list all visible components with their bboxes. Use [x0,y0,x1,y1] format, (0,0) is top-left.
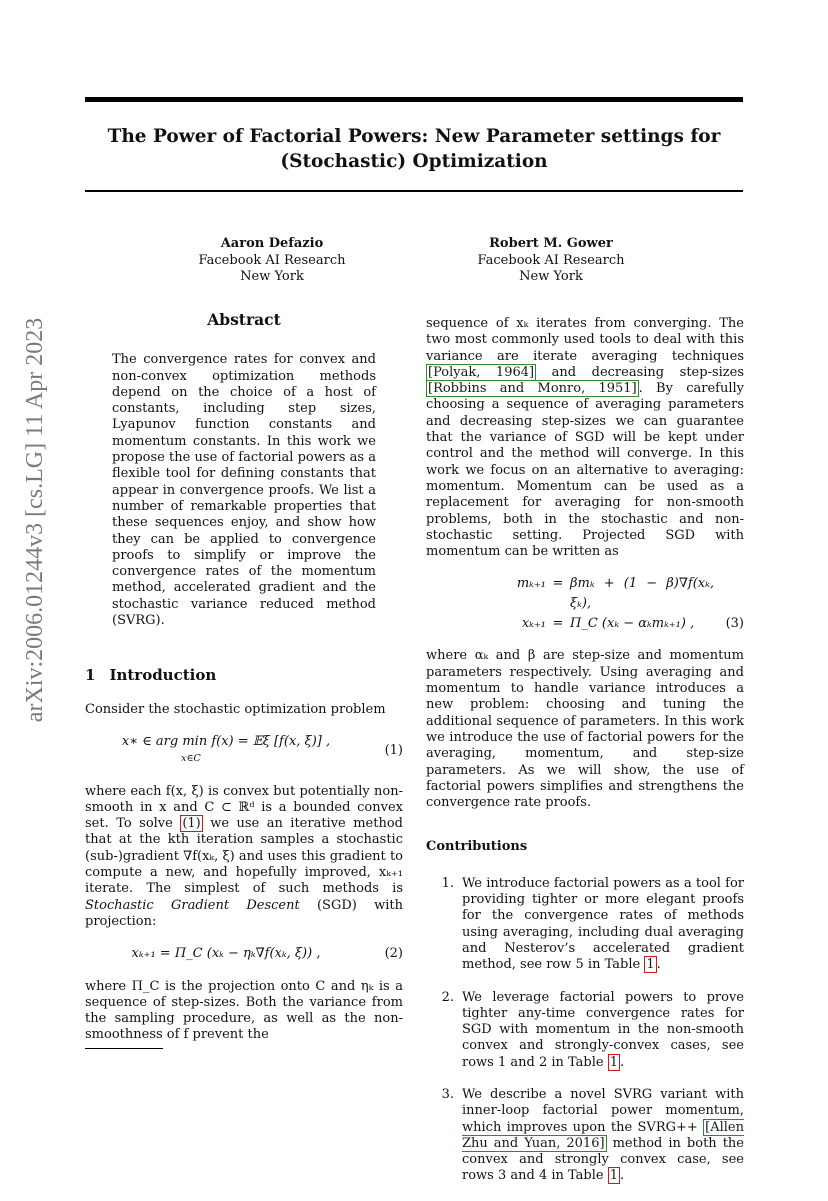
author-name: Aaron Defazio [220,236,324,251]
table-ref-link[interactable]: 1 [646,957,655,973]
list-marker: 3. [441,1086,454,1102]
intro-p2-text-b: we use an iterative method that at the kth iteration samples a stochastic (sub-)gradient ∇f(xₖ, ξ) and uses this gradient to compute a new, and hopefully improved, xₖ₊₁ iterate. The simplest of such methods is [85,816,403,897]
author-name: Robert M. Gower [489,236,613,251]
list-item-text: We describe a novel SVRG variant with inner-loop factorial power momentum, which improves upon the SVRG++ [462,1086,744,1135]
footnote-rule [85,1048,163,1049]
citation-link[interactable]: [Allen Zhu and Yuan, 2016] [462,1119,744,1151]
section-title: Introduction [109,666,217,685]
author-location: New York [519,269,583,284]
list-marker: 1. [441,875,454,891]
intro-paragraph-1: Consider the stochastic optimization problem [85,701,386,717]
right-p1-text-b: and decreasing step-sizes [536,364,745,380]
right-p1-text-a: sequence of xₖ iterates from converging. The two most commonly used tools to deal with this variance are iterate averaging techniques [426,316,744,364]
intro-paragraph-2 [85,784,403,931]
equation-3-lhs-1: mₖ₊₁ [516,576,546,592]
equation-3-rhs-1: βmₖ + (1 − β)∇f(xₖ, ξₖ), [570,576,714,612]
right-paragraph-1 [426,316,744,560]
right-column [426,316,744,1201]
intro-p2-text-c: (SGD) with projection: [85,897,403,929]
author-location: New York [240,269,304,284]
equation-1-number: (1) [384,742,403,758]
equation-2-number: (2) [384,946,403,962]
equation-2 [85,946,403,962]
contributions-list [426,876,744,1185]
abstract-heading: Abstract [207,310,281,329]
equation-1 [85,734,403,768]
equation-ref-link[interactable]: (1) [182,816,201,832]
citation-link[interactable]: [Robbins and Monro, 1951] [428,381,637,397]
author-block-2 [451,236,651,286]
intro-p2-emphasis: Stochastic Gradient Descent [85,897,300,913]
list-marker: 2. [441,989,454,1005]
title-line-2: (Stochastic) Optimization [280,151,548,172]
author-affiliation: Facebook AI Research [477,252,625,268]
equation-1-body: x∗ ∈ arg min f(x) = 𝔼ξ [f(x, ξ)] , [121,733,331,749]
author-affiliation: Facebook AI Research [198,252,346,268]
section-number: 1 [85,666,96,685]
contributions-heading: Contributions [426,839,528,855]
right-paragraph-2: where αₖ and β are step-size and momentum parameters respectively. Using averaging and momentum to handle variance introduces a new problem: choosing and tuning the additional sequence of parameters. In this work we introduce the use of factorial powers for the averaging, momentum, and step-size parameters. As we will show, the use of factorial powers simplifies and strengthens the convergence rate proofs. [426,648,744,811]
paper-title [85,124,743,174]
equation-3 [426,574,744,634]
citation-link[interactable]: [Polyak, 1964] [428,364,535,380]
arxiv-stamp: arXiv:2006.01244v3 [cs.LG] 11 Apr 2023 [22,317,48,723]
equation-1-subscript: x∈C [181,753,201,765]
title-bottom-rule [85,190,743,192]
list-item [426,990,744,1071]
right-p1-text-c: . By carefully choosing a sequence of averaging parameters and decreasing step-sizes we can guarantee that the variance of SGD will be kept under control and the method will converge. In this work we focus on an alternative to averaging: momentum. Momentum can be used as a replacement for averaging for non-smooth problems, both in the stochastic and non-stochastic setting. Projected SGD with momentum can be written as [426,381,744,560]
title-line-1: The Power of Factorial Powers: New Parameter settings for [107,126,721,147]
top-rule [85,97,743,102]
equation-3-rhs-2: Π_C (xₖ − αₖmₖ₊₁) , [570,616,695,632]
list-item-text: We introduce factorial powers as a tool for providing tighter or more elegant proofs for the convergence rates of methods using averaging, including dual averaging and Nesterov’s accelerated gradient method, see row 5 in Table [462,875,744,973]
list-item-tail: . [656,957,661,973]
list-item [426,876,744,974]
equation-3-equals-1: = [552,576,564,592]
abstract-text: The convergence rates for convex and non-convex optimization methods depend on the choice of a host of constants, including step sizes, Lyapunov function constants and momentum constants. In this work we propose the use of factorial powers as a flexible tool for defining constants that appear in convergence proofs. We list a number of remarkable properties that these sequences enjoy, and show how they can be applied to convergence proofs to simplify or improve the convergence rates of the momentum method, accelerated gradient and the stochastic variance reduced method (SVRG). [112,352,376,629]
intro-p2-text-a: where each f(x, ξ) is convex but potentially non-smooth in x and C ⊂ ℝᵈ is a bounded convex set. To solve [85,783,403,832]
intro-paragraph-3: where Π_C is the projection onto C and ηₖ is a sequence of step-sizes. Both the variance from the sampling procedure, as well as the non-smoothness of f prevent the [85,978,403,1043]
equation-3-number: (3) [725,616,744,632]
table-ref-link[interactable]: 1 [609,1168,619,1184]
list-item-tail: method in both the convex and strongly convex case, see rows 3 and 4 in Table [462,1135,744,1184]
equation-3-lhs-2: xₖ₊₁ [521,616,546,632]
left-column [85,312,403,1049]
author-block-1 [172,236,372,286]
section-heading [85,667,403,683]
table-ref-link[interactable]: 1 [609,1054,619,1070]
equation-2-body: xₖ₊₁ = Π_C (xₖ − ηₖ∇f(xₖ, ξ)) , [131,946,321,962]
list-item-tail: . [620,1054,625,1070]
list-item: 3. We describe a novel SVRG variant with inner-loop factorial power momentum, which improves upon the SVRG++ [Allen Zhu and Yuan, 2016] method in both the convex and strongly convex case, see rows 3 and 4 in Table 1 . [426,1087,744,1185]
list-item-text: We leverage factorial powers to prove tighter any-time convergence rates for SGD with momentum in the non-smooth convex and strongly-convex cases, see rows 1 and 2 in Table [462,989,744,1070]
equation-3-equals-2: = [552,616,564,632]
